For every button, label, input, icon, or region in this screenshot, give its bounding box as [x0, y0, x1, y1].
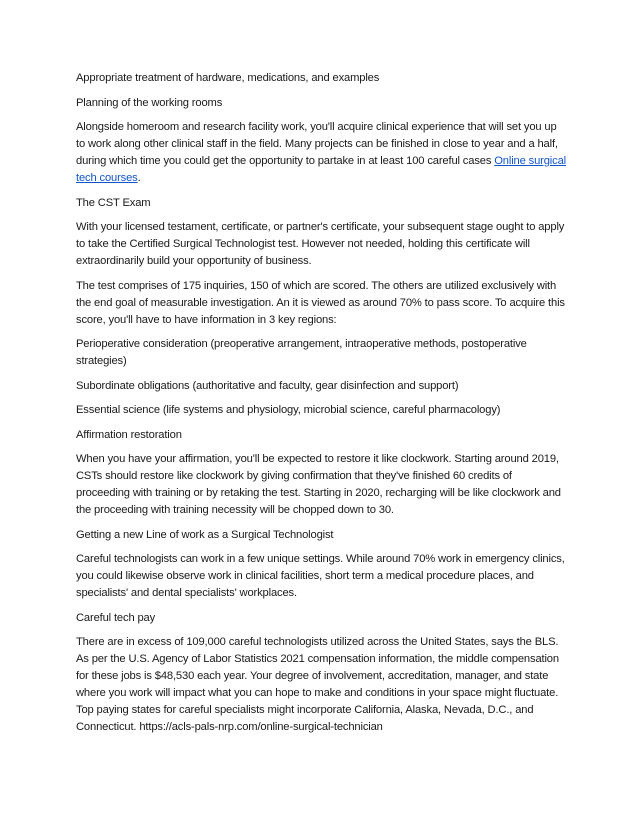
paragraph-region-science: Essential science (life systems and physiology, microbial science, careful pharmacology) [76, 404, 501, 416]
paragraph-list-item-2: Planning of the working rooms [76, 96, 223, 109]
paragraph-work-settings: Careful technologists can work in a few unique settings. While around 70% work in emergency clinics, you could likewise observe work in clinical facilities, short term a medical procedure places, and specialists' and dental specialists' workplaces. [76, 553, 565, 599]
section-heading-cst-exam: The CST Exam [76, 196, 151, 209]
document-page [76, 70, 566, 744]
online-surgical-tech-courses-link[interactable]: Online surgical tech courses [76, 155, 566, 184]
paragraph-text: Alongside homeroom and research facility work, you'll acquire clinical experience that will set you up to work along other clinical staff in the field. Many projects can be finished in close to year and a half, during which time you could get the opportunity to partake in at least 100 careful cases [76, 121, 558, 167]
paragraph-affirmation: When you have your affirmation, you'll be expected to restore it like clockwork. Starting around 2019, CSTs should restore like clockwork by giving confirmation that they've finished 60 credits of proceeding with training or by retaking the test. Starting in 2020, recharging will be like clockwork and the proceeding with training necessity will be chopped down to 30. [76, 453, 561, 516]
section-heading-pay: Careful tech pay [76, 611, 156, 624]
paragraph-clinical-experience [76, 119, 566, 187]
paragraph-list-item-1: Appropriate treatment of hardware, medications, and examples [76, 72, 380, 84]
section-heading-getting-work: Getting a new Line of work as a Surgical Technologist [76, 528, 334, 541]
paragraph-certificate: With your licensed testament, certificate, or partner's certificate, your subsequent stage ought to apply to take the Certified Surgical Technologist test. However not needed, holding this certificate will extraordinarily build your opportunity of business. [76, 221, 565, 267]
paragraph-region-perioperative: Perioperative consideration (preoperative arrangement, intraoperative methods, postoperative strategies) [76, 338, 527, 367]
paragraph-end: . [137, 172, 141, 184]
paragraph-test-details: The test comprises of 175 inquiries, 150 of which are scored. The others are utilized exclusively with the end goal of measurable investigation. An it is viewed as around 70% to pass score. To acquire this score, you'll have to have information in 3 key regions: [76, 279, 565, 326]
paragraph-region-subordinate: Subordinate obligations (authoritative and faculty, gear disinfection and support) [76, 379, 459, 392]
section-heading-affirmation: Affirmation restoration [76, 428, 182, 441]
paragraph-pay: There are in excess of 109,000 careful technologists utilized across the United States, says the BLS. As per the U.S. Agency of Labor Statistics 2021 compensation information, the middle compensation for these jobs is $48,530 each year. Your degree of involvement, accreditation, manager, and state where you work will impact what you can hope to make and conditions in your space might fluctuate. Top paying states for careful specialists might incorporate California, Alaska, Nevada, D.C., and Connecticut. https://acls-pals-nrp.com/online-surgical-technician [76, 636, 559, 733]
